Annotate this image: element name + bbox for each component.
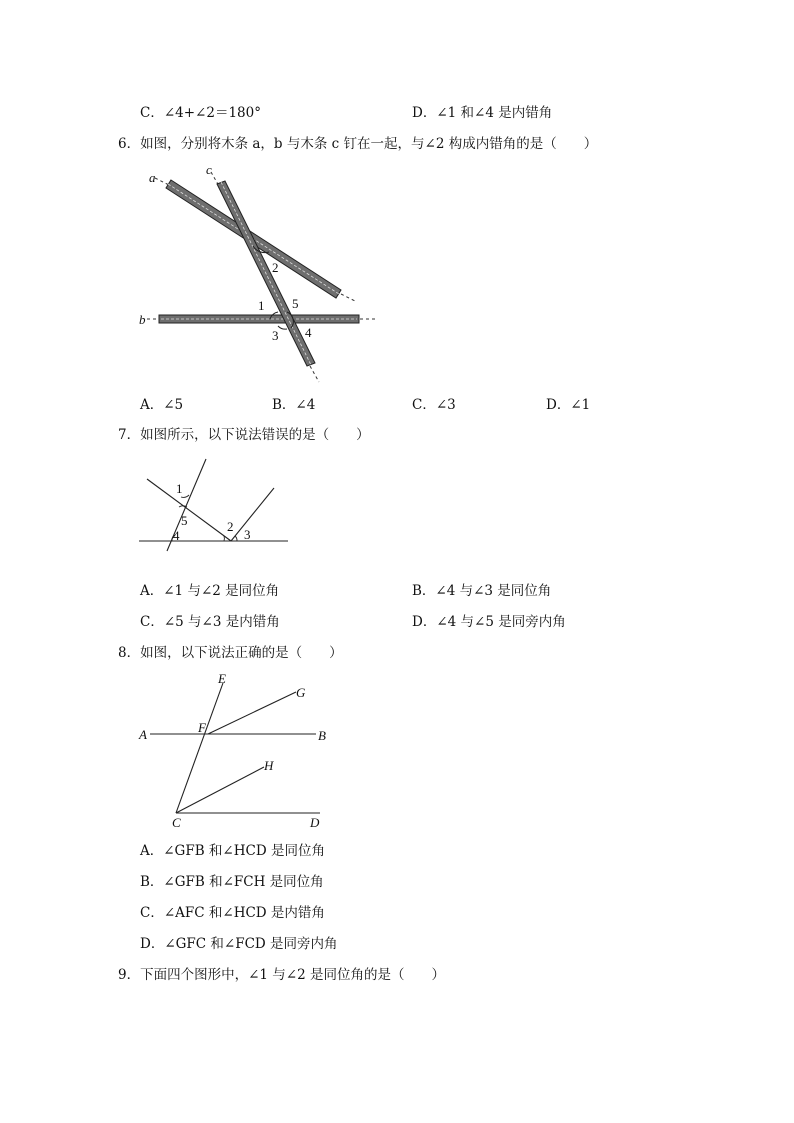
q5-option-c[interactable]: C．∠4+∠2＝180° — [140, 105, 261, 121]
point-a-label: A — [139, 727, 147, 742]
angle-4-label: 4 — [305, 325, 312, 340]
angle-2-label: 2 — [272, 260, 279, 275]
point-f-label: F — [198, 720, 206, 735]
label-c: c — [206, 162, 212, 177]
q8-option-b[interactable]: B．∠GFB 和∠FCH 是同位角 — [140, 874, 324, 890]
q7-stem: 7．如图所示，以下说法错误的是（ ） — [118, 427, 370, 443]
q6-figure — [135, 160, 385, 385]
q8-option-d[interactable]: D．∠GFC 和∠FCD 是同旁内角 — [140, 936, 338, 952]
q8-option-c[interactable]: C．∠AFC 和∠HCD 是内错角 — [140, 905, 325, 921]
q6-option-a[interactable]: A．∠5 — [140, 397, 184, 413]
point-g-label: G — [296, 685, 306, 700]
label-b: b — [139, 312, 146, 327]
q6-option-d[interactable]: D．∠1 — [546, 397, 591, 413]
point-b-label: B — [318, 728, 326, 743]
point-d-label: D — [310, 815, 320, 830]
q7-angle-4-label: 4 — [173, 528, 180, 543]
q8-option-a[interactable]: A．∠GFB 和∠HCD 是同位角 — [140, 843, 325, 859]
q7-angle-3-label: 3 — [244, 527, 251, 542]
label-a: a — [149, 170, 156, 185]
angle-5-label: 5 — [292, 296, 299, 311]
angle-3-label: 3 — [272, 328, 279, 343]
q8-stem: 8．如图，以下说法正确的是（ ） — [118, 645, 343, 661]
q7-figure — [135, 455, 295, 555]
point-h-label: H — [264, 758, 274, 773]
point-c-label: C — [172, 815, 181, 830]
q7-option-a[interactable]: A．∠1 与∠2 是同位角 — [140, 583, 280, 599]
q6-stem: 6．如图，分别将木条 a，b 与木条 c 钉在一起，与∠2 构成内错角的是（ ） — [118, 136, 598, 152]
point-e-label: E — [218, 671, 226, 686]
q6-option-b[interactable]: B．∠4 — [272, 397, 316, 413]
q8-figure — [130, 670, 340, 835]
q7-angle-2-label: 2 — [227, 519, 234, 534]
q7-option-b[interactable]: B．∠4 与∠3 是同位角 — [412, 583, 552, 599]
q9-stem: 9．下面四个图形中，∠1 与∠2 是同位角的是（ ） — [118, 967, 445, 983]
q7-angle-5-label: 5 — [181, 513, 188, 528]
stick-b — [159, 315, 359, 323]
q7-option-d[interactable]: D．∠4 与∠5 是同旁内角 — [412, 614, 566, 630]
q7-option-c[interactable]: C．∠5 与∠3 是内错角 — [140, 614, 280, 630]
q5-option-d[interactable]: D．∠1 和∠4 是内错角 — [412, 105, 553, 121]
q7-angle-1-label: 1 — [176, 481, 183, 496]
angle-1-label: 1 — [258, 298, 265, 313]
q6-option-c[interactable]: C．∠3 — [412, 397, 456, 413]
